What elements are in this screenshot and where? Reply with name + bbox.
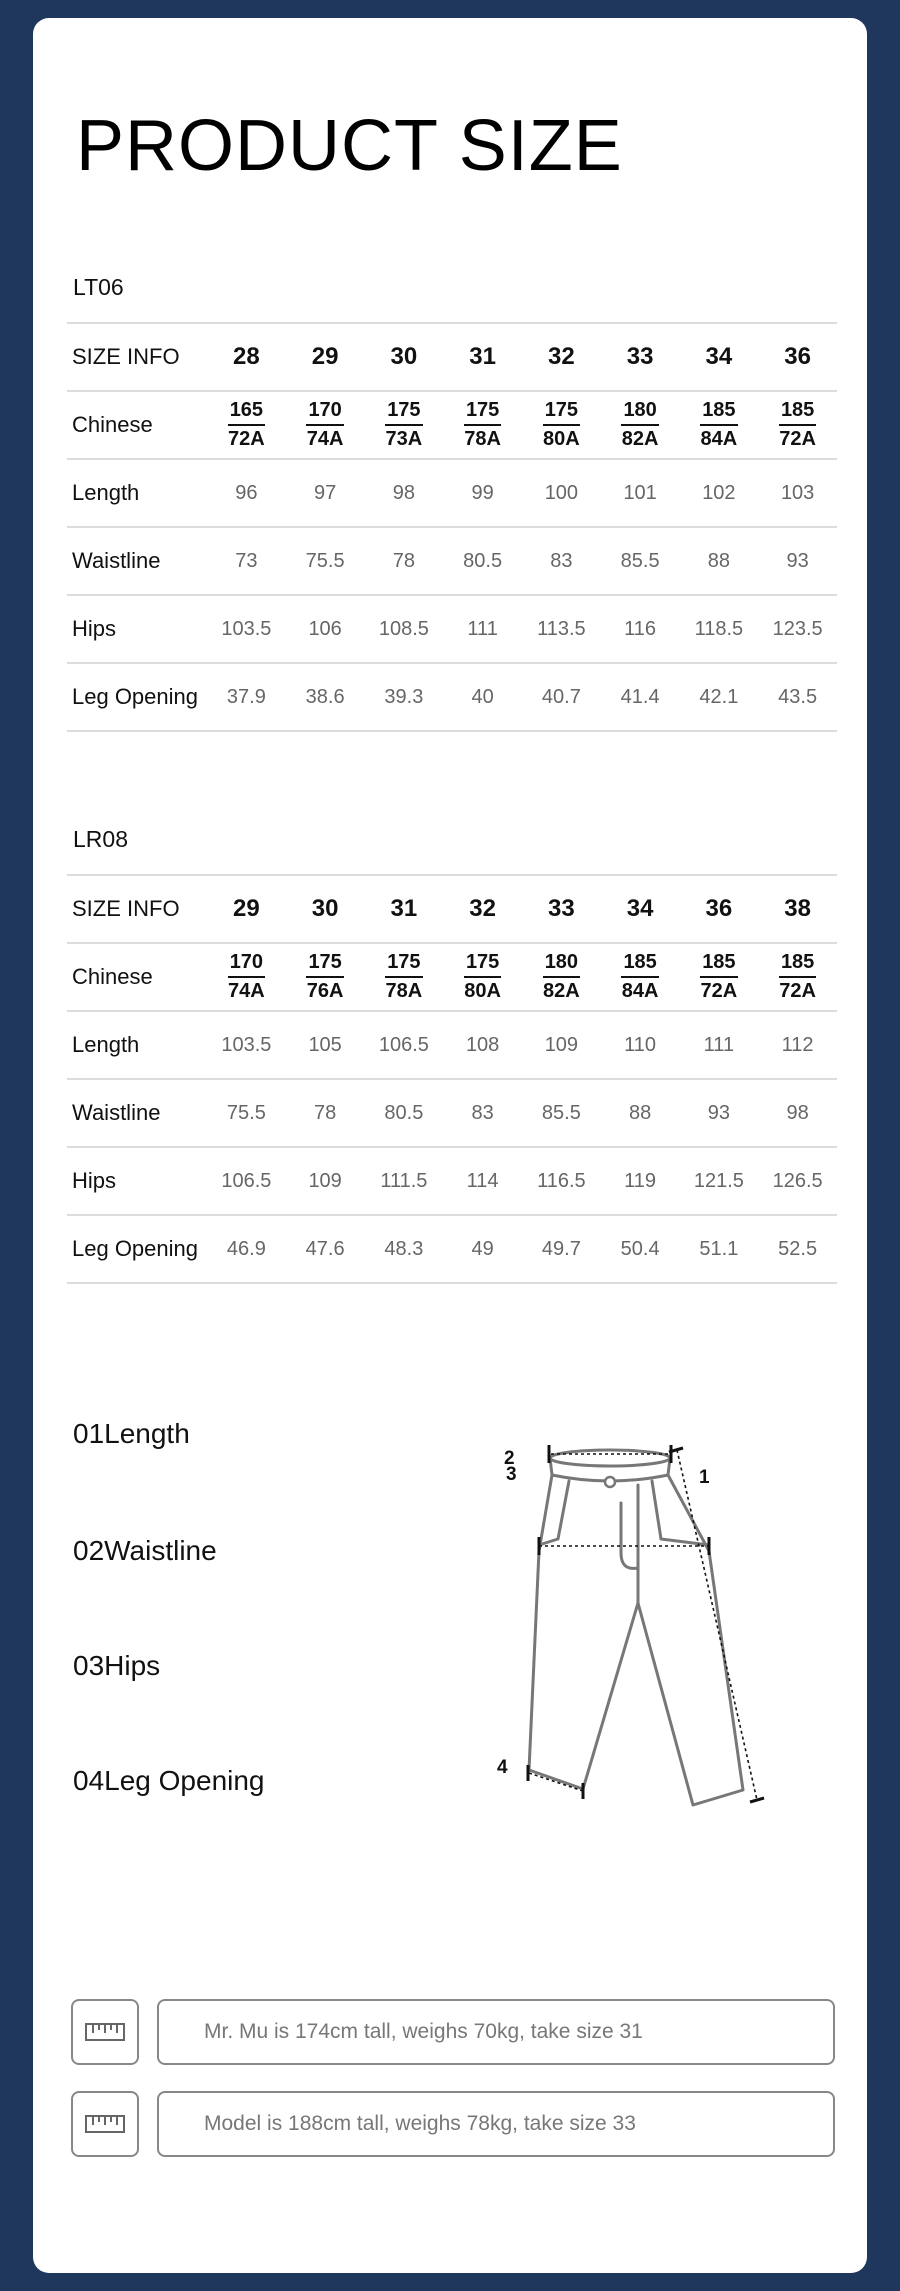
table-cell: 78 bbox=[314, 1101, 337, 1124]
chinese-size-cell: $\frac{170}{74A}$ bbox=[228, 951, 265, 1002]
table-cell: 121.5 bbox=[693, 1169, 744, 1192]
table-cell: 106.5 bbox=[221, 1169, 272, 1192]
size-col: 38 bbox=[784, 895, 811, 922]
table-cell: 106 bbox=[308, 617, 342, 640]
leg-opening-measure-line bbox=[529, 1773, 583, 1791]
table-row-length bbox=[67, 1011, 837, 1079]
table-cell: 111 bbox=[703, 1033, 735, 1056]
table-cell: 88 bbox=[707, 549, 730, 572]
diagram-marker-2: 2 bbox=[504, 1448, 515, 1469]
row-label: Leg Opening bbox=[72, 684, 198, 709]
model-note-row bbox=[71, 1999, 839, 2069]
chinese-size-cell: $\frac{175}{73A}$ bbox=[385, 399, 423, 450]
table-cell: 73 bbox=[235, 549, 258, 572]
chinese-size-cell: $\frac{175}{78A}$ bbox=[385, 951, 423, 1002]
table-cell: 114 bbox=[466, 1169, 499, 1192]
table-cell: 85.5 bbox=[620, 549, 660, 572]
fly-stitch bbox=[621, 1503, 638, 1568]
row-label: Waistline bbox=[72, 548, 161, 573]
table-cell: 123.5 bbox=[772, 617, 823, 640]
row-label: Chinese bbox=[72, 412, 153, 437]
table-cell: 102 bbox=[702, 481, 736, 504]
table-cell: 83 bbox=[550, 549, 573, 572]
table-header-row bbox=[67, 323, 837, 391]
table-cell: 88 bbox=[629, 1101, 652, 1124]
model-note-text: Model is 188cm tall, weighs 78kg, take size 33 bbox=[157, 2091, 835, 2157]
table-row-waistline bbox=[67, 527, 837, 595]
measure-label-leg-opening: 04Leg Opening bbox=[73, 1765, 265, 1796]
table-cell: 43.5 bbox=[778, 685, 818, 708]
chinese-size-cell: $\frac{180}{82A}$ bbox=[621, 399, 659, 450]
table-cell: 51.1 bbox=[699, 1237, 739, 1260]
diagram-marker-3: 3 bbox=[506, 1464, 517, 1485]
table-row-hips bbox=[67, 1147, 837, 1215]
table-cell: 49.7 bbox=[541, 1237, 581, 1260]
table-row-chinese bbox=[67, 943, 837, 1011]
size-col: 30 bbox=[390, 343, 418, 370]
table-cell: 46.9 bbox=[226, 1237, 266, 1260]
row-label: Leg Opening bbox=[72, 1236, 198, 1261]
ruler-icon bbox=[85, 2115, 125, 2133]
size-col: 31 bbox=[390, 895, 418, 922]
row-label: Length bbox=[72, 480, 140, 505]
table-cell: 109 bbox=[544, 1033, 579, 1056]
table-cell: 80.5 bbox=[384, 1101, 424, 1124]
table-row-hips bbox=[67, 595, 837, 663]
table-cell: 93 bbox=[786, 549, 809, 572]
size-col: 32 bbox=[548, 343, 575, 370]
ruler-icon-box bbox=[71, 2091, 139, 2157]
table-cell: 109 bbox=[308, 1169, 342, 1192]
size-info-label: SIZE INFO bbox=[72, 896, 180, 921]
chinese-size-cell: $\frac{185}{84A}$ bbox=[700, 399, 738, 450]
ruler-icon-box bbox=[71, 1999, 139, 2065]
table-cell: 103.5 bbox=[221, 617, 272, 640]
size-col: 29 bbox=[233, 895, 260, 922]
chinese-size-cell: $\frac{185}{72A}$ bbox=[779, 951, 816, 1002]
row-label: Length bbox=[72, 1032, 140, 1057]
page-title: PRODUCT SIZE bbox=[76, 106, 623, 186]
row-label: Chinese bbox=[72, 964, 153, 989]
table-cell: 37.9 bbox=[226, 685, 266, 708]
table-cell: 103.5 bbox=[221, 1033, 272, 1056]
table-cell: 85.5 bbox=[541, 1101, 581, 1124]
chinese-size-cell: $\frac{180}{82A}$ bbox=[543, 951, 580, 1002]
table-cell: 111 bbox=[467, 617, 498, 640]
chinese-size-cell: $\frac{185}{84A}$ bbox=[621, 951, 659, 1002]
size-table-lt06 bbox=[67, 322, 837, 732]
product-code-lt06: LT06 bbox=[73, 274, 124, 300]
table-cell: 42.1 bbox=[699, 685, 739, 708]
table-row-length bbox=[67, 459, 837, 527]
table-cell: 75.5 bbox=[305, 549, 345, 572]
row-label: Hips bbox=[72, 1168, 117, 1193]
table-cell: 41.4 bbox=[620, 685, 660, 708]
table-cell: 47.6 bbox=[305, 1237, 345, 1260]
table-cell: 96 bbox=[235, 481, 258, 504]
button bbox=[605, 1477, 615, 1487]
chinese-size-cell: $\frac{175}{76A}$ bbox=[306, 951, 344, 1002]
table-cell: 83 bbox=[471, 1101, 494, 1124]
table-cell: 116.5 bbox=[537, 1169, 586, 1192]
size-col: 32 bbox=[469, 895, 496, 922]
chinese-size-cell: $\frac{185}{72A}$ bbox=[779, 399, 816, 450]
table-cell: 116 bbox=[624, 617, 657, 640]
left-pocket bbox=[539, 1481, 569, 1545]
chinese-size-cell: $\frac{170}{74A}$ bbox=[306, 399, 344, 450]
table-cell: 110 bbox=[624, 1033, 657, 1056]
size-col: 34 bbox=[705, 343, 733, 370]
table-cell: 126.5 bbox=[772, 1169, 823, 1192]
table-cell: 113.5 bbox=[537, 617, 586, 640]
table-cell: 98 bbox=[392, 481, 415, 504]
table-cell: 101 bbox=[623, 481, 657, 504]
table-cell: 100 bbox=[544, 481, 579, 504]
table-cell: 52.5 bbox=[778, 1237, 818, 1260]
table-row-waistline bbox=[67, 1079, 837, 1147]
table-cell: 39.3 bbox=[384, 685, 424, 708]
waistband bbox=[550, 1450, 670, 1466]
table-cell: 105 bbox=[308, 1033, 342, 1056]
size-col: 33 bbox=[626, 343, 654, 370]
chinese-size-cell: $\frac{185}{72A}$ bbox=[700, 951, 738, 1002]
table-row-leg-opening bbox=[67, 1215, 837, 1283]
table-header-row bbox=[67, 875, 837, 943]
size-col: 31 bbox=[469, 343, 496, 370]
table-cell: 97 bbox=[314, 481, 337, 504]
table-row-chinese bbox=[67, 391, 837, 459]
table-cell: 108 bbox=[465, 1033, 500, 1056]
size-col: 36 bbox=[705, 895, 733, 922]
table-cell: 38.6 bbox=[305, 685, 345, 708]
measure-label-length: 01Length bbox=[73, 1418, 190, 1449]
measure-label-hips: 03Hips bbox=[73, 1650, 161, 1681]
product-code-lr08: LR08 bbox=[73, 826, 128, 852]
table-cell: 111.5 bbox=[380, 1169, 428, 1192]
table-cell: 106.5 bbox=[378, 1033, 429, 1056]
row-label: Hips bbox=[72, 616, 117, 641]
model-note-row bbox=[71, 2091, 839, 2161]
chinese-size-cell: $\frac{175}{78A}$ bbox=[464, 399, 501, 450]
size-chart-card bbox=[33, 18, 867, 2273]
size-col: 28 bbox=[233, 343, 260, 370]
table-cell: 50.4 bbox=[620, 1237, 660, 1260]
table-cell: 112 bbox=[781, 1033, 814, 1056]
measure-label-waistline: 02Waistline bbox=[73, 1535, 217, 1566]
table-cell: 40.7 bbox=[541, 685, 581, 708]
pants-diagram bbox=[497, 1413, 863, 1853]
table-cell: 119 bbox=[624, 1169, 657, 1192]
table-cell: 40 bbox=[471, 685, 494, 708]
table-cell: 80.5 bbox=[463, 549, 503, 572]
length-measure-line bbox=[677, 1450, 757, 1800]
chinese-size-cell: $\frac{175}{80A}$ bbox=[464, 951, 501, 1002]
table-cell: 99 bbox=[471, 481, 494, 504]
table-cell: 108.5 bbox=[378, 617, 429, 640]
size-col: 33 bbox=[548, 895, 575, 922]
table-cell: 78 bbox=[392, 549, 415, 572]
table-cell: 103 bbox=[780, 481, 815, 504]
size-col: 29 bbox=[311, 343, 339, 370]
table-row-leg-opening bbox=[67, 663, 837, 731]
table-cell: 93 bbox=[707, 1101, 730, 1124]
table-cell: 75.5 bbox=[226, 1101, 266, 1124]
model-note-text: Mr. Mu is 174cm tall, weighs 70kg, take size 31 bbox=[157, 1999, 835, 2065]
size-info-label: SIZE INFO bbox=[72, 344, 180, 369]
table-cell: 98 bbox=[786, 1101, 809, 1124]
size-table-lr08 bbox=[67, 874, 837, 1284]
size-col: 30 bbox=[311, 895, 339, 922]
chinese-size-cell: $\frac{165}{72A}$ bbox=[228, 399, 265, 450]
ruler-icon bbox=[85, 2023, 125, 2041]
diagram-marker-4: 4 bbox=[497, 1757, 508, 1778]
table-cell: 118.5 bbox=[694, 617, 744, 640]
table-cell: 48.3 bbox=[384, 1237, 424, 1260]
row-label: Waistline bbox=[72, 1100, 161, 1125]
diagram-marker-1: 1 bbox=[699, 1467, 710, 1488]
size-col: 34 bbox=[626, 895, 654, 922]
chinese-size-cell: $\frac{175}{80A}$ bbox=[543, 399, 580, 450]
size-col: 36 bbox=[784, 343, 811, 370]
table-cell: 49 bbox=[471, 1237, 494, 1260]
